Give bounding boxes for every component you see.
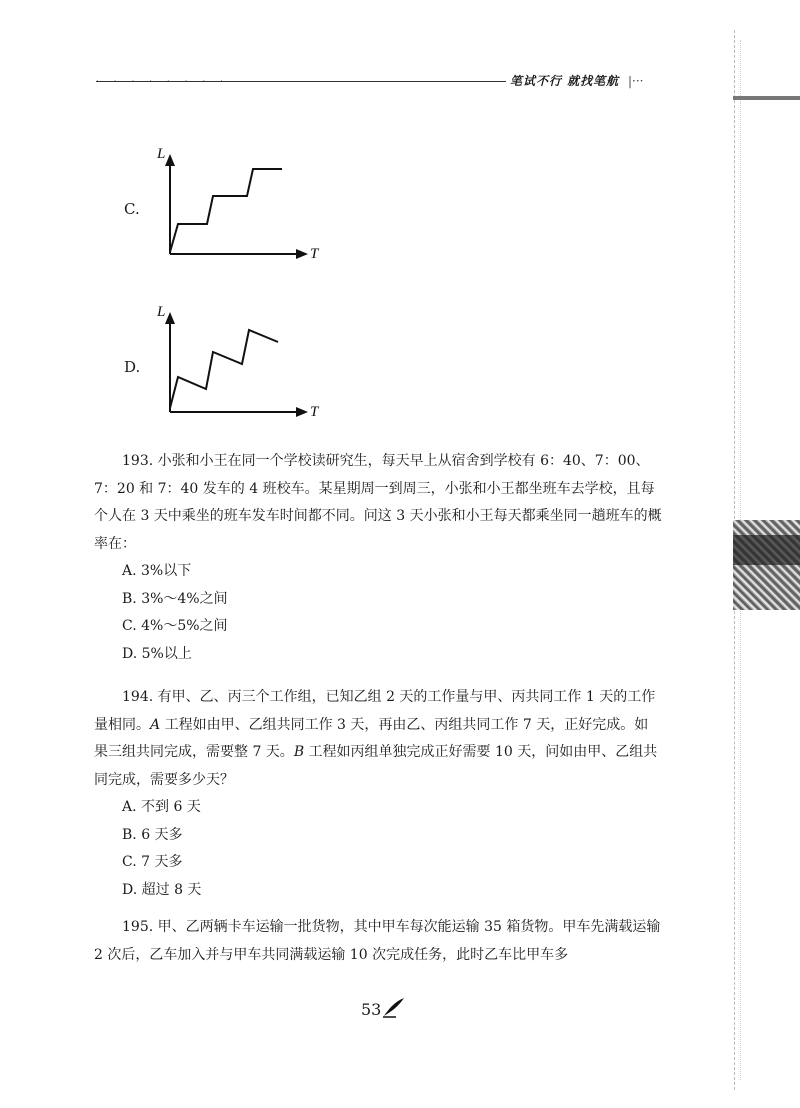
graph-c-x-arrow	[296, 249, 308, 259]
graph-d-x-label: T	[310, 404, 319, 420]
question-195	[94, 914, 662, 969]
graph-c	[150, 142, 330, 267]
question-194-option-b: B. 6 天多	[122, 826, 183, 843]
question-193-option-b: B. 3%～4%之间	[122, 590, 228, 607]
header-slogan: 笔试不行 就找笔航	[510, 74, 620, 88]
choice-d-label: D.	[124, 358, 141, 376]
question-193-option-d: D. 5%以上	[122, 645, 192, 662]
header-tick: |···	[628, 74, 644, 88]
scan-noise-strip	[733, 520, 800, 610]
quill-icon	[382, 996, 406, 1022]
question-194-text: 194. 有甲、乙、丙三个工作组，已知乙组 2 天的工作量与甲、丙共同工作 1 天的工作量相同。A 工程如由甲、乙组共同工作 3 天，再由乙、丙组共同工作 7 天，正好完成。如果三组共同完成，需要整 7 天。B 工程如丙组单独完成正好需要 10 天，问如由甲、乙组共同完成，需要多少天？	[94, 689, 658, 788]
question-195-text: 195. 甲、乙两辆卡车运输一批货物，其中甲车每次能运输 35 箱货物。甲车先满载运输 2 次后，乙车加入并与甲车共同满载运输 10 次完成任务，此时乙车比甲车多	[94, 919, 661, 963]
choice-c-label: C.	[124, 200, 140, 218]
graph-c-y-arrow	[165, 154, 175, 166]
scan-dark-strip	[733, 535, 800, 565]
graph-d	[150, 300, 330, 425]
graph-d-y-label: L	[157, 304, 166, 320]
question-194	[94, 684, 662, 904]
graph-c-curve	[170, 169, 282, 252]
graph-c-x-label: T	[310, 246, 319, 262]
graph-d-curve	[170, 330, 278, 408]
graph-d-x-arrow	[296, 407, 308, 417]
question-194-option-a: A. 不到 6 天	[122, 799, 201, 815]
question-193	[94, 448, 662, 668]
question-193-option-c: C. 4%～5%之间	[122, 618, 228, 634]
question-193-text: 193. 小张和小王在同一个学校读研究生，每天早上从宿舍到学校有 6：40、7：00、7：20 和 7：40 发车的 4 班校车。某星期周一到周三，小张和小王都坐班车去学校，且每个人在 3 天中乘坐的班车发车时间都不同。问这 3 天小张和小王每天都乘坐同一趟班车的概率在：	[94, 453, 662, 552]
question-194-option-c: C. 7 天多	[122, 854, 183, 870]
question-194-option-d: D. 超过 8 天	[122, 881, 202, 898]
header-dots: · · · · · · · ·	[96, 77, 229, 87]
header-rule	[96, 81, 506, 82]
page-number: 53	[361, 1000, 382, 1019]
graph-d-y-arrow	[165, 312, 175, 324]
scan-edge-mark	[733, 96, 800, 100]
question-193-option-a: A. 3%以下	[122, 563, 192, 579]
graph-c-y-label: L	[157, 146, 166, 162]
